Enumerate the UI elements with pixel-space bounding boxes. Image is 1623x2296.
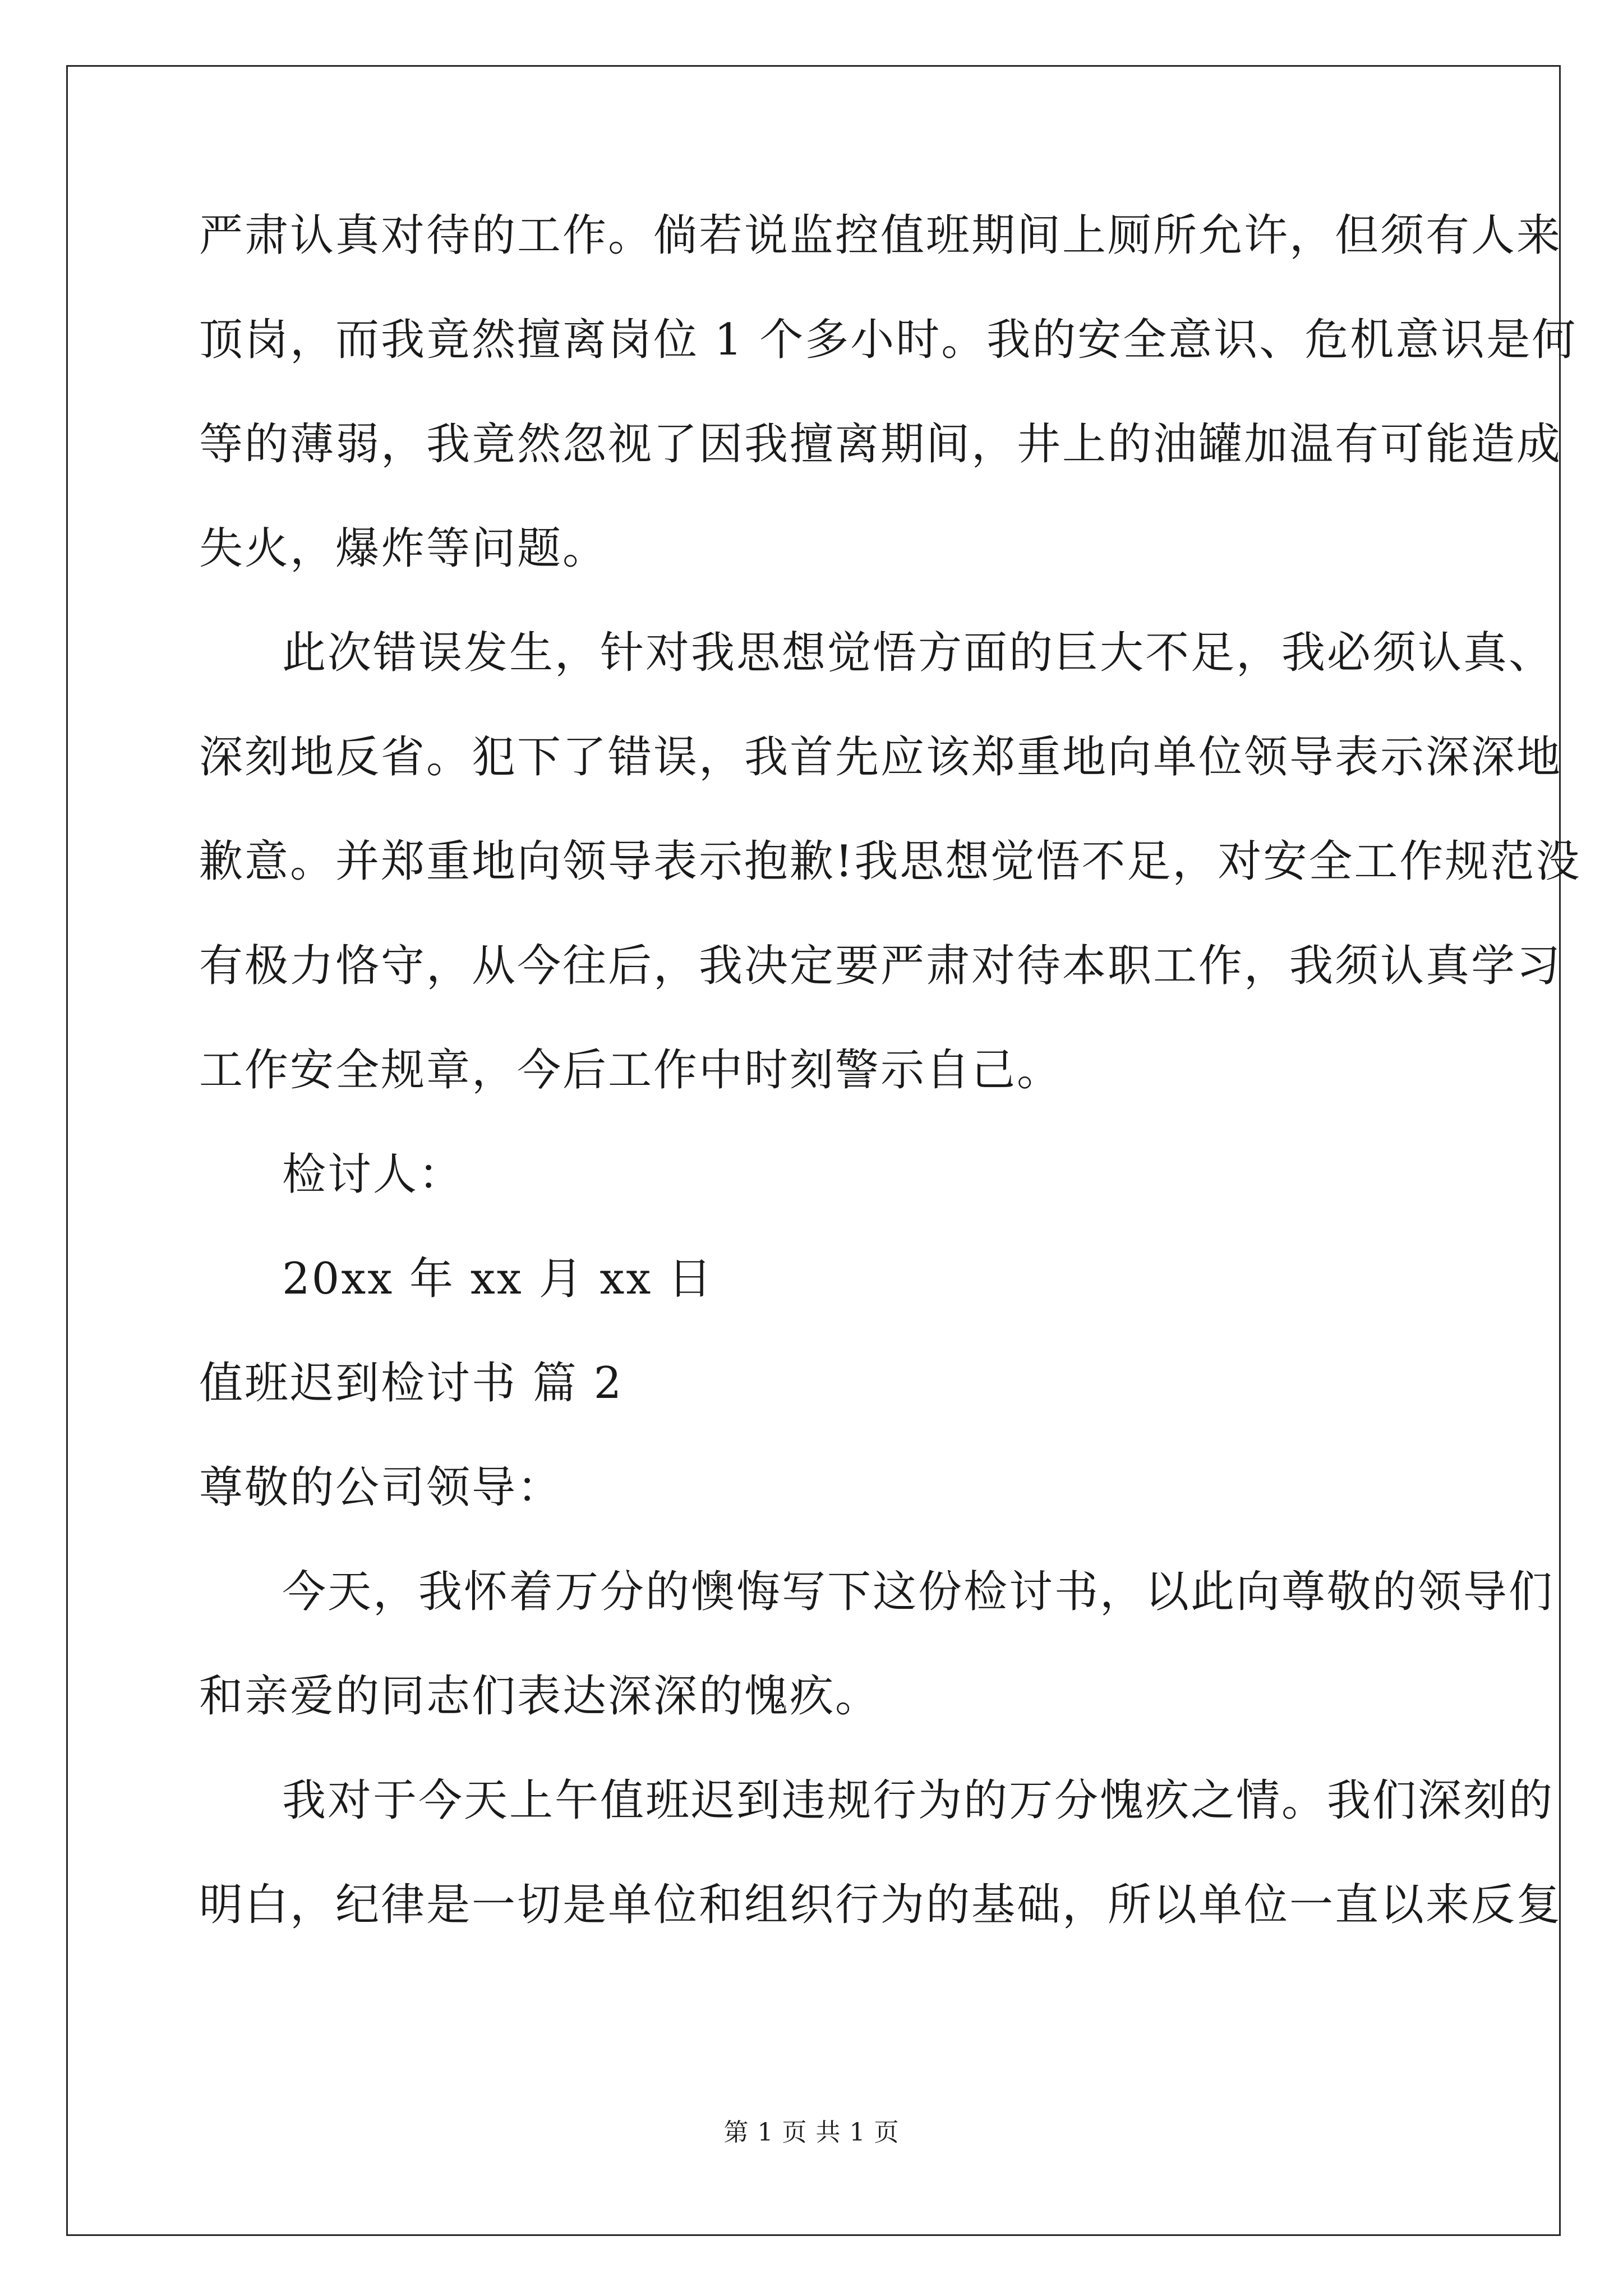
text-line: 严肃认真对待的工作。倘若说监控值班期间上厕所允许，但须有人来 (199, 210, 1562, 261)
salutation: 尊敬的公司领导： (199, 1462, 563, 1513)
paragraph-start-line: 此次错误发生，针对我思想觉悟方面的巨大不足，我必须认真、 (282, 628, 1555, 678)
paragraph-start-line: 我对于今天上午值班迟到违规行为的万分愧疚之情。我们深刻的 (282, 1775, 1555, 1826)
text-line: 工作安全规章，今后工作中时刻警示自己。 (199, 1045, 1063, 1096)
signature-label: 检讨人： (282, 1149, 464, 1200)
date-line: 20xx 年 xx 月 xx 日 (282, 1254, 714, 1304)
paragraph-start-line: 今天，我怀着万分的懊悔写下这份检讨书，以此向尊敬的领导们 (282, 1567, 1555, 1617)
text-line: 和亲爱的同志们表达深深的愧疚。 (199, 1671, 881, 1722)
text-line: 有极力恪守，从今往后，我决定要严肃对待本职工作，我须认真学习 (199, 941, 1562, 991)
text-line: 顶岗，而我竟然擅离岗位 1 个多小时。我的安全意识、危机意识是何 (199, 315, 1578, 365)
section-heading: 值班迟到检讨书 篇 2 (199, 1358, 624, 1409)
text-line: 深刻地反省。犯下了错误，我首先应该郑重地向单位领导表示深深地 (199, 732, 1562, 783)
text-line: 歉意。并郑重地向领导表示抱歉!我思想觉悟不足，对安全工作规范没 (199, 836, 1581, 887)
text-line: 失火，爆炸等问题。 (199, 523, 608, 574)
text-line: 明白，纪律是一切是单位和组织行为的基础，所以单位一直以来反复 (199, 1880, 1562, 1930)
page-number-footer: 第 1 页 共 1 页 (723, 2118, 900, 2147)
text-line: 等的薄弱，我竟然忽视了因我擅离期间，井上的油罐加温有可能造成 (199, 419, 1562, 470)
